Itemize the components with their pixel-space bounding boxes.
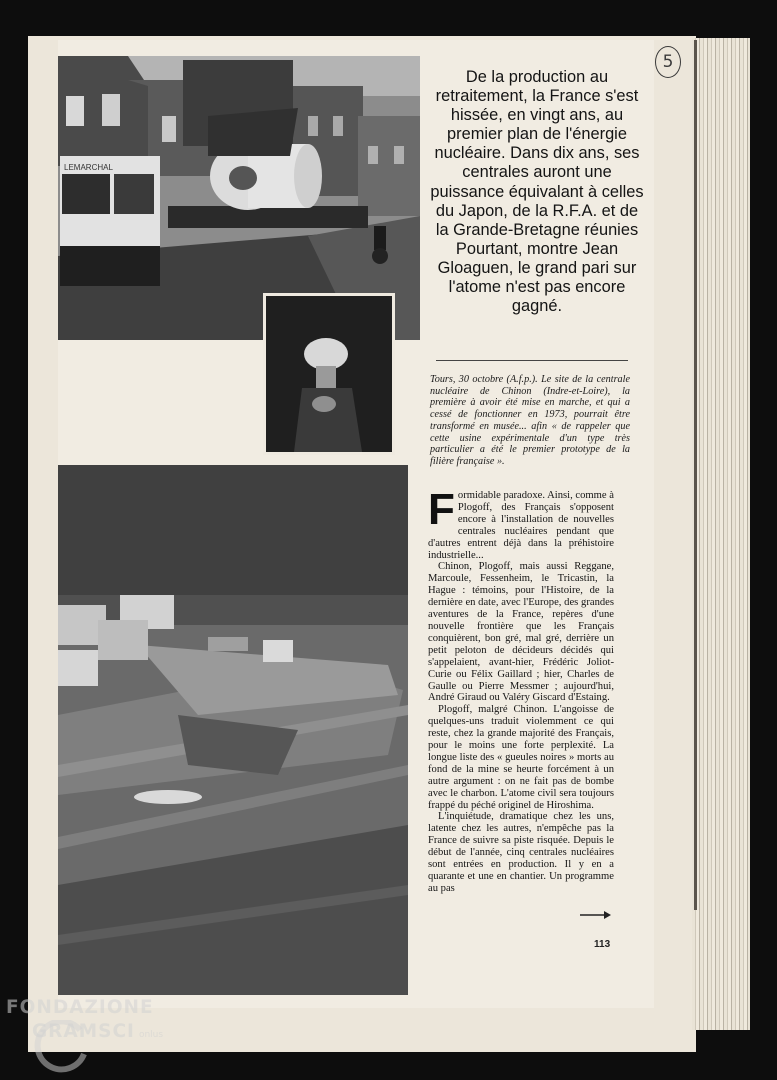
body-paragraph-text: ormidable paradoxe. Ainsi, comme à Plogoff, des Français s'opposent encore à l'installation de nouvelles centrales nucléaires pendant que d'autres entrent déjà dans la préhistoire industrielle... (428, 490, 614, 561)
handwritten-page-number: 5 (655, 46, 681, 78)
photo-aerial-nuclear-site (58, 465, 408, 995)
body-paragraph: Plogoff, malgré Chinon. L'angoisse de quelques-uns traduit violemment ce qui reste, chez la grande majorité des Français, pour le moins une forte perplexité. La longue liste des « gueules noires » morts au fond de la mine se heurte forcément à un autre argument : on ne fait pas de bombe avec le charbon. L'atome civil sera toujours frappé du péché originel de Hiroshima. (428, 704, 614, 811)
photo-inset-worker (263, 293, 395, 455)
article-body (428, 485, 614, 895)
page-folio: 113 (594, 939, 611, 950)
aerial-photo-illustration (58, 465, 408, 995)
article-intro: Tours, 30 octobre (A.f.p.). Le site de la centrale nucléaire de Chinon (Indre-et-Loire), la première à avoir été mise en marche, et qui a cessé de fonctionner en 1973, pourrait être transformé en musée... afin « de rappeler que cette usine expérimentale d'un type très particulier a été le premier prototype de la filière française ». (430, 374, 630, 467)
truck-lettering: LEMARCHAL (64, 163, 113, 172)
worker-photo-illustration (266, 296, 392, 452)
page-stack-edges (692, 38, 750, 1030)
watermark-line1: FONDAZIONE (6, 997, 154, 1018)
body-paragraph: Chinon, Plogoff, mais aussi Reggane, Marcoule, Fessenheim, le Tricastin, la Hague : témoins, pour l'Histoire, de la dernière en date, avec l'Europe, des grandes aventures de la France, repères d'une nouvelle frontière que les Français conquièrent, bon gré, mal gré, derrière un petit peloton de décideurs décidés qui s'appelaient, avant-hier, Frédéric Joliot-Curie ou Félix Gaillard ; hier, Charles de Gaulle ou Pierre Messmer ; aujourd'hui, André Giraud ou Valéry Giscard d'Estaing. (428, 561, 614, 704)
watermark-logo-icon (30, 1020, 90, 1074)
page-stack-shadow (694, 40, 697, 910)
body-paragraph: L'inquiétude, dramatique chez les uns, latente chez les autres, n'empêche pas la France de suivre sa piste risquée. Depuis le début de l'année, cinq centrales nucléaires sont entrées en production. Il y en a quarante et une en chantier. Un programme au pas (428, 811, 614, 894)
continue-arrow-icon (580, 910, 612, 920)
article-headline: De la production au retraitement, la France s'est hissée, en vingt ans, au premier plan de l'énergie nucléaire. Dans dix ans, ses centrales auront une puissance équivalant à celles du Japon, de la R.F.A. et de la Grande-Bretagne réunies Pourtant, montre Jean Gloaguen, le grand pari sur l'atome n'est pas encore gagné. (430, 68, 644, 316)
body-paragraph (428, 485, 614, 561)
drop-cap: F (428, 485, 455, 534)
watermark-suffix: onlus (138, 1030, 164, 1040)
headline-divider (436, 360, 628, 361)
watermark-line2: GRAMSCI (32, 1021, 135, 1042)
